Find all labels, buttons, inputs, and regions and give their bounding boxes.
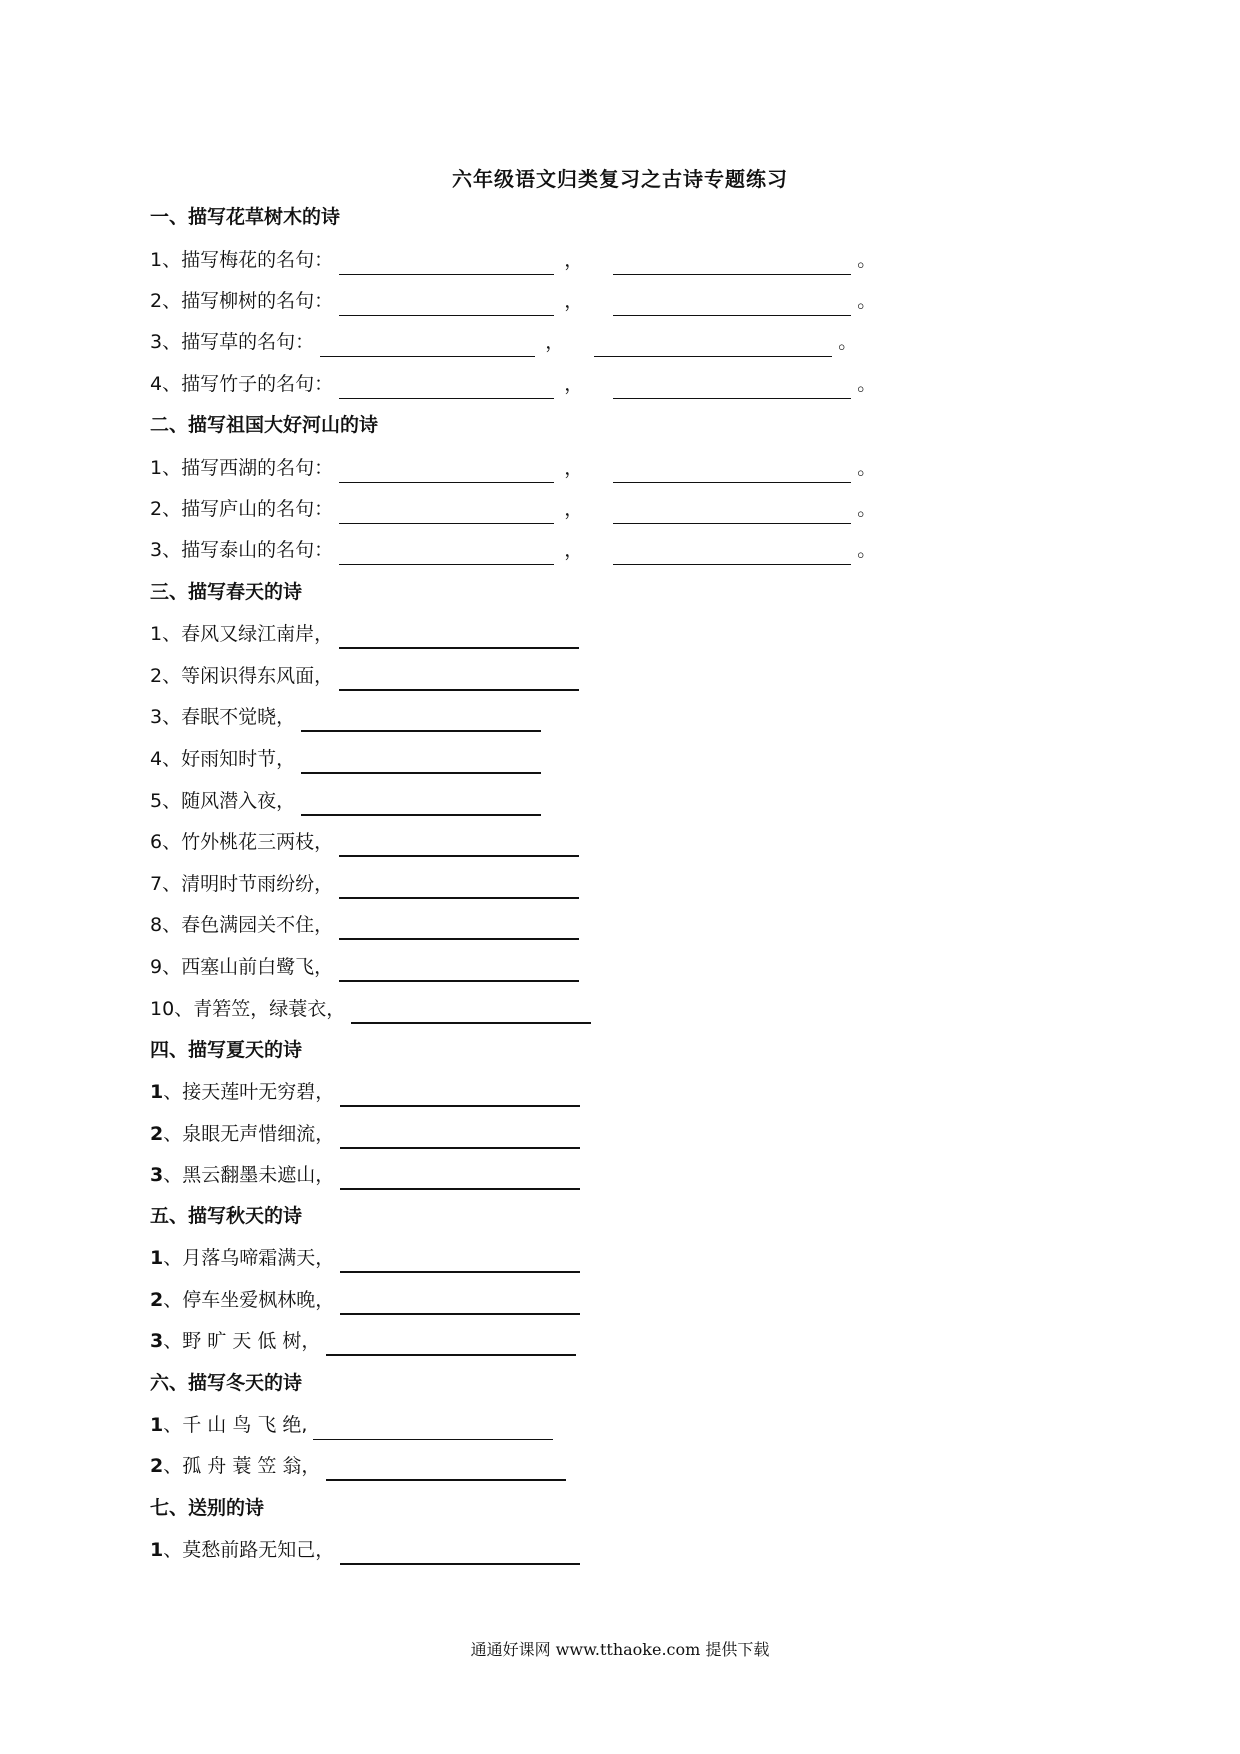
answer-blank[interactable] — [339, 460, 554, 483]
answer-blank[interactable] — [339, 542, 554, 565]
section-heading: 三、描写春天的诗 — [150, 581, 303, 603]
answer-blank[interactable] — [301, 792, 541, 816]
answer-blank[interactable] — [301, 750, 541, 774]
question-text: 、接天莲叶无穷碧， — [163, 1081, 335, 1103]
question-label: 2、描写庐山的名句： — [150, 498, 334, 520]
period: 。 — [857, 290, 877, 312]
comma: ， — [564, 539, 584, 561]
question-number: 2 — [150, 1455, 164, 1477]
section-heading: 五、描写秋天的诗 — [150, 1205, 303, 1227]
question-number: 10 — [150, 998, 175, 1020]
question-row — [150, 952, 579, 982]
answer-blank[interactable] — [301, 708, 541, 732]
comma: ， — [564, 249, 584, 271]
page-title: 六年级语文归类复习之古诗专题练习 — [452, 167, 788, 191]
period: 。 — [857, 249, 877, 271]
comma: ， — [564, 457, 584, 479]
question-number: 2 — [150, 1289, 164, 1311]
comma: ， — [564, 498, 584, 520]
question-row — [150, 453, 876, 483]
question-row — [150, 1535, 580, 1565]
question-row — [150, 369, 876, 399]
answer-blank[interactable] — [613, 501, 851, 524]
question-number: 3 — [150, 1164, 164, 1186]
comma: ， — [545, 331, 565, 353]
answer-blank[interactable] — [340, 1125, 580, 1149]
question-number: 5 — [150, 790, 163, 812]
question-row — [150, 1077, 580, 1107]
question-row — [150, 494, 876, 524]
question-row — [150, 786, 541, 816]
question-row — [150, 910, 579, 940]
answer-blank[interactable] — [613, 293, 851, 316]
question-number: 3 — [150, 706, 163, 728]
answer-blank[interactable] — [339, 958, 579, 982]
question-text: 、春眠不觉晓， — [162, 706, 296, 728]
answer-blank[interactable] — [339, 833, 579, 857]
answer-blank[interactable] — [613, 376, 851, 399]
question-number: 8 — [150, 914, 163, 936]
question-row — [150, 1119, 580, 1149]
answer-blank[interactable] — [340, 1166, 580, 1190]
answer-blank[interactable] — [339, 293, 554, 316]
answer-blank[interactable] — [340, 1249, 580, 1273]
answer-blank[interactable] — [351, 1000, 591, 1024]
question-text: 、春色满园关不住， — [162, 914, 334, 936]
answer-blank[interactable] — [339, 501, 554, 524]
question-row — [150, 1243, 580, 1273]
question-number: 2 — [150, 1123, 164, 1145]
section-heading: 四、描写夏天的诗 — [150, 1039, 303, 1061]
question-row — [150, 1160, 580, 1190]
question-number: 1 — [150, 1247, 164, 1269]
question-number: 9 — [150, 956, 163, 978]
answer-blank[interactable] — [340, 1541, 580, 1565]
question-row — [150, 245, 876, 275]
section-heading: 二、描写祖国大好河山的诗 — [150, 414, 379, 436]
question-text: 、随风潜入夜， — [162, 790, 296, 812]
question-text: 、泉眼无声惜细流， — [163, 1123, 335, 1145]
question-row — [150, 702, 541, 732]
question-row — [150, 869, 579, 899]
question-text: 、停车坐爱枫林晚， — [163, 1289, 335, 1311]
answer-blank[interactable] — [320, 334, 535, 357]
question-label: 4、描写竹子的名句： — [150, 373, 334, 395]
period: 。 — [857, 539, 877, 561]
question-row — [150, 1285, 580, 1315]
answer-blank[interactable] — [326, 1457, 566, 1481]
answer-blank[interactable] — [339, 667, 579, 691]
question-text: 、野 旷 天 低 树， — [163, 1330, 321, 1352]
period: 。 — [857, 457, 877, 479]
question-text: 、等闲识得东风面， — [162, 665, 334, 687]
question-text: 、竹外桃花三两枝， — [162, 831, 334, 853]
period: 。 — [857, 498, 877, 520]
question-text: 、黑云翻墨未遮山， — [163, 1164, 335, 1186]
answer-blank[interactable] — [340, 1083, 580, 1107]
question-row — [150, 661, 579, 691]
section-heading: 一、描写花草树木的诗 — [150, 206, 341, 228]
section-heading: 六、描写冬天的诗 — [150, 1372, 303, 1394]
question-text: 、清明时节雨纷纷， — [162, 873, 334, 895]
question-number: 3 — [150, 1330, 164, 1352]
question-number: 1 — [150, 623, 163, 645]
section-heading: 七、送别的诗 — [150, 1497, 265, 1519]
question-row — [150, 286, 876, 316]
question-text: 、莫愁前路无知己， — [163, 1539, 335, 1561]
question-label: 3、描写泰山的名句： — [150, 539, 334, 561]
question-row — [150, 994, 591, 1024]
answer-blank[interactable] — [339, 376, 554, 399]
question-label: 1、描写梅花的名句： — [150, 249, 334, 271]
question-number: 1 — [150, 1081, 164, 1103]
period: 。 — [857, 373, 877, 395]
question-label: 3、描写草的名句： — [150, 331, 315, 353]
question-row — [150, 1451, 566, 1481]
answer-blank[interactable] — [613, 542, 851, 565]
question-text: 、春风又绿江南岸， — [162, 623, 334, 645]
answer-blank[interactable] — [313, 1417, 553, 1440]
comma: ， — [564, 373, 584, 395]
answer-blank[interactable] — [613, 460, 851, 483]
question-row — [150, 744, 541, 774]
answer-blank[interactable] — [339, 916, 579, 940]
question-text: 、青箬笠，绿蓑衣， — [174, 998, 346, 1020]
answer-blank[interactable] — [339, 875, 579, 899]
question-row — [150, 1326, 576, 1356]
answer-blank[interactable] — [340, 1291, 580, 1315]
question-text: 、月落乌啼霜满天， — [163, 1247, 335, 1269]
question-text: 、千 山 鸟 飞 绝, — [163, 1414, 308, 1436]
question-row — [150, 535, 876, 565]
question-number: 1 — [150, 1414, 164, 1436]
answer-blank[interactable] — [594, 334, 832, 357]
question-label: 1、描写西湖的名句： — [150, 457, 334, 479]
question-row — [150, 327, 857, 357]
answer-blank[interactable] — [339, 625, 579, 649]
question-label: 2、描写柳树的名句： — [150, 290, 334, 312]
footer-source: 通通好课网 www.tthaoke.com 提供下载 — [470, 1640, 770, 1659]
answer-blank[interactable] — [326, 1332, 576, 1356]
answer-blank[interactable] — [339, 252, 554, 275]
question-row — [150, 619, 579, 649]
comma: ， — [564, 290, 584, 312]
answer-blank[interactable] — [613, 252, 851, 275]
question-number: 4 — [150, 748, 163, 770]
question-text: 、好雨知时节， — [162, 748, 296, 770]
question-number: 6 — [150, 831, 163, 853]
question-number: 1 — [150, 1539, 164, 1561]
period: 。 — [838, 331, 858, 353]
question-row — [150, 827, 579, 857]
question-text: 、西塞山前白鹭飞， — [162, 956, 334, 978]
question-number: 7 — [150, 873, 163, 895]
question-text: 、孤 舟 蓑 笠 翁， — [163, 1455, 321, 1477]
question-row — [150, 1410, 553, 1440]
question-number: 2 — [150, 665, 163, 687]
